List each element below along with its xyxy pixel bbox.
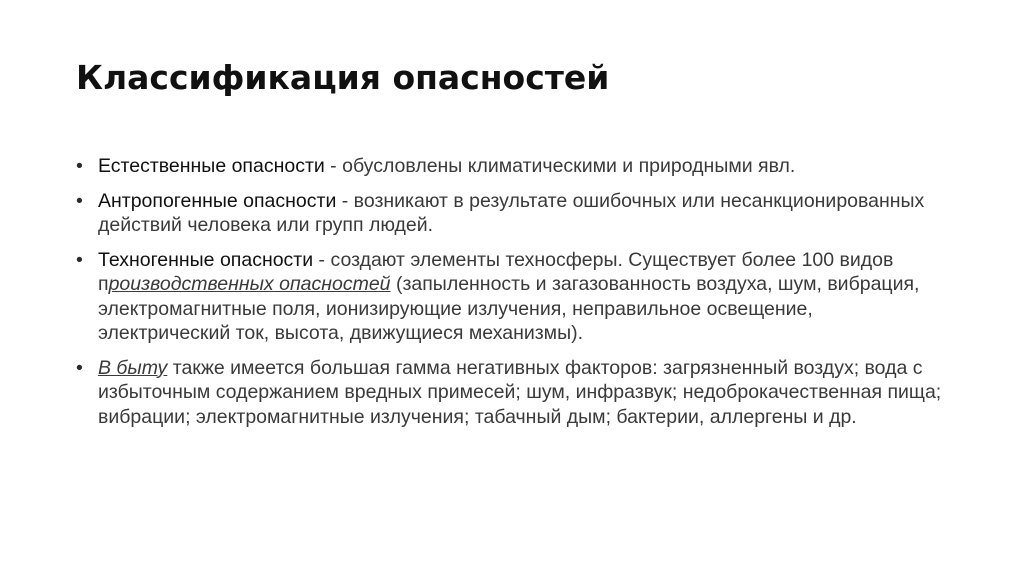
bullet-term: Антропогенные опасности [98,189,337,212]
bullet-term: Техногенные опасности [98,248,314,271]
bullet-text: также имеется большая гамма негативных факторов: загрязненный воздух; вода с избыточным содержанием вредных примесей; шум, инфразвук; недоброкачественная пища; вибрации; электромагнитные излучения; табачный дым; бактерии, аллергены и др. [98,356,942,428]
bullet-item-household [76,356,946,430]
bullet-term: Естественные опасности [98,155,325,177]
bullet-text-after: (запыленность и загазованность воздуха, шум, вибрация, электромагнитные поля, ионизирующие излучения, неправильное освещение, электрический ток, высота, движущиеся механизмы). [98,273,920,344]
bullet-dot-icon: • [76,356,83,379]
bullet-underlined-phrase: В быту [98,356,168,379]
slide-title: Классификация опасностей [76,58,610,97]
bullet-text: - возникают в результате ошибочных или несанкционированных действий человека или групп людей. [98,189,925,236]
bullet-text: - обусловлены климатическими и природными явл. [324,155,796,177]
bullet-item-technogenic [76,248,946,346]
bullet-list [76,154,946,439]
bullet-text: - создают элементы техносферы. Существует более 100 видов п [98,248,894,295]
bullet-item-natural [76,154,946,179]
bullet-item-anthropogenic [76,189,946,238]
bullet-dot-icon: • [76,248,83,271]
bullet-dot-icon: • [76,189,83,212]
bullet-dot-icon: • [76,155,83,177]
bullet-underlined-phrase: роизводственных опасностей [108,273,391,295]
